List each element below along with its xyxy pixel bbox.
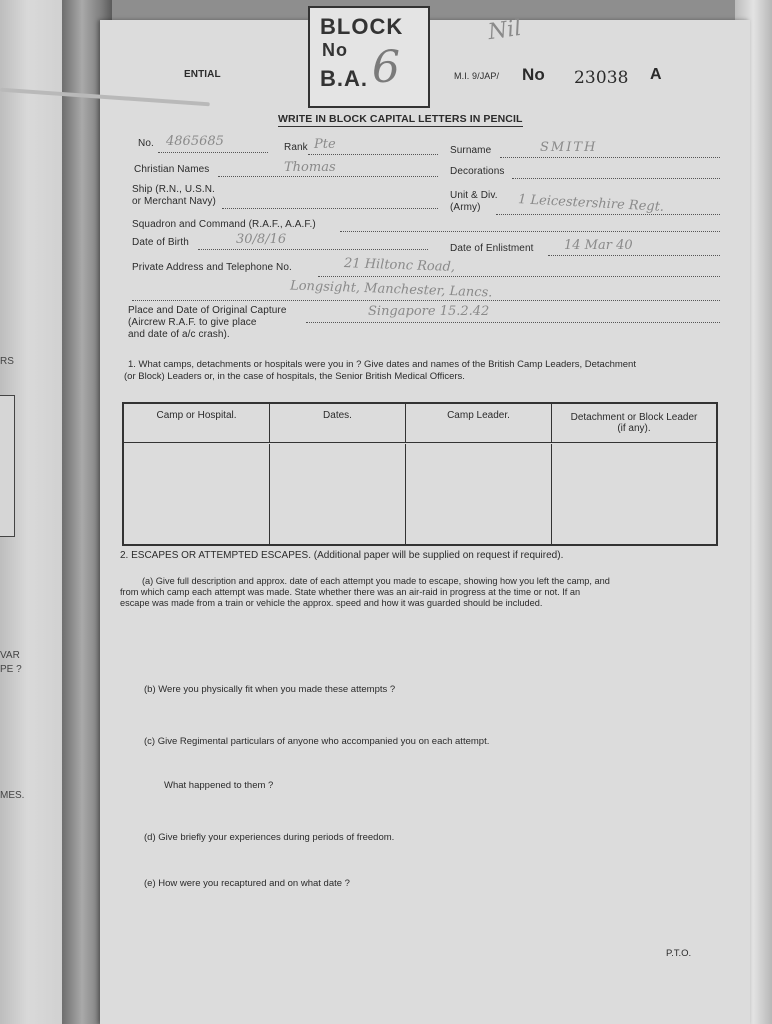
enlistment-label: Date of Enlistment xyxy=(450,243,534,254)
decorations-label: Decorations xyxy=(450,166,505,177)
col-header-detachment-leader: Detachment or Block Leader (if any). xyxy=(570,412,698,434)
rank-label: Rank xyxy=(284,142,308,153)
stamp-line-no: No xyxy=(322,40,348,60)
stamp-line-ba: B.A. xyxy=(320,66,368,91)
rank-line xyxy=(308,154,438,155)
col-header-dates: Dates. xyxy=(270,404,406,442)
capture-label-1: Place and Date of Original Capture xyxy=(128,305,287,316)
dob-value: 30/8/16 xyxy=(236,232,287,247)
ship-label-2: or Merchant Navy) xyxy=(132,196,216,207)
ship-label-1: Ship (R.N., U.S.N. xyxy=(132,184,215,195)
enlistment-line xyxy=(548,255,720,256)
left-page-fragment: PE ? xyxy=(0,664,22,675)
address-line-1 xyxy=(318,276,720,277)
table-cell xyxy=(270,444,406,544)
capture-line xyxy=(306,322,720,323)
squadron-label: Squadron and Command (R.A.F., A.A.F.) xyxy=(132,219,316,230)
christian-names-line xyxy=(218,176,438,177)
q2b: (b) Were you physically fit when you made these attempts ? xyxy=(144,684,396,695)
table-cell xyxy=(552,444,716,544)
pto-note: P.T.O. xyxy=(666,948,692,959)
left-page-fragment: MES. xyxy=(0,790,25,801)
number-label: No xyxy=(522,65,545,84)
q2d: (d) Give briefly your experiences during periods of freedom. xyxy=(144,832,395,843)
unit-label-2: (Army) xyxy=(450,202,481,213)
decorations-line xyxy=(512,178,720,179)
surname-value: SMITH xyxy=(540,140,598,155)
ship-line xyxy=(222,208,438,209)
left-page-box xyxy=(0,395,15,537)
q2a-line-2: from which camp each attempt was made. State whether there was an air-raid in progress at the time or not. If an xyxy=(120,587,581,597)
col-header-camp-leader: Camp Leader. xyxy=(406,404,552,442)
no-label: No. xyxy=(138,138,154,149)
q2e: (e) How were you recaptured and on what date ? xyxy=(144,878,350,889)
q2c: (c) Give Regimental particulars of anyone who accompanied you on each attempt. xyxy=(144,736,490,747)
address-value-1: 21 Hiltonс Road, xyxy=(343,256,456,275)
squadron-line xyxy=(340,231,720,232)
block-stamp xyxy=(308,6,430,108)
capture-value: Singapore 15.2.42 xyxy=(368,304,490,319)
q2c-sub: What happened to them ? xyxy=(164,780,274,791)
form-instruction: WRITE IN BLOCK CAPITAL LETTERS IN PENCIL xyxy=(278,113,523,125)
q2a-line-3: escape was made from a train or vehicle the approx. speed and how it was guarded should be included. xyxy=(120,598,543,608)
capture-label-2: (Aircrew R.A.F. to give place xyxy=(128,317,257,328)
serial-suffix: A xyxy=(650,66,662,83)
dob-label: Date of Birth xyxy=(132,237,189,248)
table-header-rule xyxy=(124,442,716,443)
nil-note: Nil xyxy=(486,15,523,46)
q1-text-line-1: 1. What camps, detachments or hospitals were you in ? Give dates and names of the British Camp Leaders, Detachment xyxy=(128,359,636,370)
address-label: Private Address and Telephone No. xyxy=(132,262,292,273)
form-sheet xyxy=(100,14,750,1024)
stamp-line-block: BLOCK xyxy=(320,14,404,39)
stamp-handwritten-number: 6 xyxy=(372,42,400,93)
form-reference: M.I. 9/JAP/ xyxy=(454,71,500,81)
address-value-2: Longsight, Manchester, Lancs. xyxy=(289,278,493,301)
dob-line xyxy=(198,249,428,250)
serial-number: 23038 xyxy=(574,68,629,88)
enlistment-value: 14 Mar 40 xyxy=(564,238,633,253)
surname-label: Surname xyxy=(450,145,492,156)
christian-names-value: Thomas xyxy=(284,160,336,175)
no-value: 4865685 xyxy=(166,134,224,149)
no-line xyxy=(158,152,268,153)
unit-line xyxy=(496,214,720,215)
christian-names-label: Christian Names xyxy=(134,164,210,175)
left-page-fragment: RS xyxy=(0,356,14,367)
rank-value: Pte xyxy=(314,137,336,152)
table-cell xyxy=(124,444,270,544)
unit-label-1: Unit & Div. xyxy=(450,190,498,201)
col-header-camp: Camp or Hospital. xyxy=(124,404,270,442)
left-page-fragment: VAR xyxy=(0,650,20,661)
q1-text-line-2: (or Block) Leaders or, in the case of hospitals, the Senior British Medical Officers. xyxy=(124,371,465,382)
camp-table xyxy=(122,402,718,546)
q2-title: 2. ESCAPES OR ATTEMPTED ESCAPES. (Additional paper will be supplied on request if required). xyxy=(120,550,564,561)
surname-line xyxy=(500,157,720,158)
capture-label-3: and date of a/c crash). xyxy=(128,329,230,340)
unit-value: 1 Leicestershire Regt. xyxy=(517,192,665,215)
table-cell xyxy=(406,444,552,544)
confidential-fragment: ENTIAL xyxy=(184,69,221,80)
address-line-2 xyxy=(132,300,720,301)
q2a-line-1: (a) Give full description and approx. date of each attempt you made to escape, showing how you left the camp, and xyxy=(142,576,610,586)
